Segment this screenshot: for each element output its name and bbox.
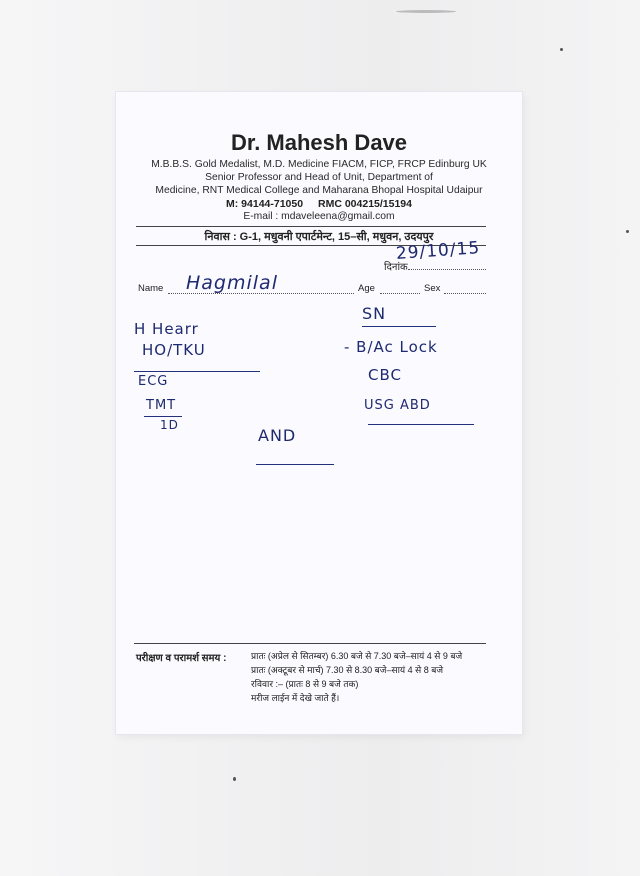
age-field-line	[380, 293, 420, 294]
handwritten-note: USG ABD	[364, 398, 431, 413]
handwritten-note: 1D	[160, 418, 179, 432]
date-label: दिनांक	[384, 262, 408, 273]
handwritten-date: 29/10/15	[395, 238, 481, 264]
handwritten-underline	[256, 464, 334, 465]
mobile-number: M: 94144-71050	[226, 198, 304, 210]
contact-line	[116, 198, 522, 210]
handwritten-underline	[144, 416, 182, 417]
handwritten-note: CBC	[368, 366, 402, 384]
date-field-line	[408, 269, 486, 270]
doctor-name: Dr. Mahesh Dave	[230, 130, 408, 155]
handwritten-underline	[362, 326, 436, 327]
scan-smudge	[396, 10, 456, 13]
handwritten-note: TMT	[146, 398, 177, 413]
hours-line: प्रातः (अप्रेल से सितम्बर) 6.30 बजे से 7.30 बजे–सायं 4 से 9 बजे	[251, 651, 463, 661]
handwritten-patient-name: Hagmilal	[186, 272, 278, 294]
sex-field-line	[444, 293, 486, 294]
hours-label: परीक्षण व परामर्श समय :	[136, 653, 227, 664]
scan-speck	[626, 230, 629, 233]
footer-divider	[134, 643, 486, 644]
scan-speck	[233, 777, 236, 781]
age-label: Age	[358, 283, 375, 294]
scan-speck	[560, 48, 563, 51]
qualification-line: M.B.B.S. Gold Medalist, M.D. Medicine FIACM, FICP, FRCP Edinburg UK	[151, 159, 487, 170]
name-label: Name	[138, 283, 164, 294]
prescription-sheet	[116, 92, 522, 734]
handwritten-note: HO/TKU	[142, 341, 206, 359]
handwritten-note: H Hearr	[134, 320, 199, 338]
qualification-line: Senior Professor and Head of Unit, Department of	[205, 172, 433, 183]
handwritten-note: ECG	[138, 374, 169, 389]
sex-label: Sex	[424, 283, 441, 294]
handwritten-underline	[368, 424, 474, 425]
handwritten-note: AND	[258, 426, 297, 445]
email: E-mail : mdaveleena@gmail.com	[243, 211, 395, 222]
address: निवास : G-1, मधुवनी एपार्टमेन्ट, 15–सी, मधुवन, उदयपुर	[204, 231, 434, 243]
hours-line: मरीज लाईन में देखे जाते हैं।	[251, 693, 340, 703]
qualification-line: Medicine, RNT Medical College and Maharana Bhopal Hospital Udaipur	[155, 185, 483, 196]
handwritten-underline	[134, 371, 260, 372]
hours-line: रविवार :– (प्रातः 8 से 9 बजे तक)	[251, 679, 359, 689]
divider	[136, 226, 486, 227]
handwritten-note: - B/Ac Lock	[344, 338, 438, 356]
registration-number: RMC 004215/15194	[318, 198, 412, 210]
handwritten-note: SN	[362, 304, 387, 323]
hours-line: प्रातः (अक्टूबर से मार्च) 7.30 से 8.30 बजे–सायं 4 से 8 बजे	[251, 665, 444, 675]
